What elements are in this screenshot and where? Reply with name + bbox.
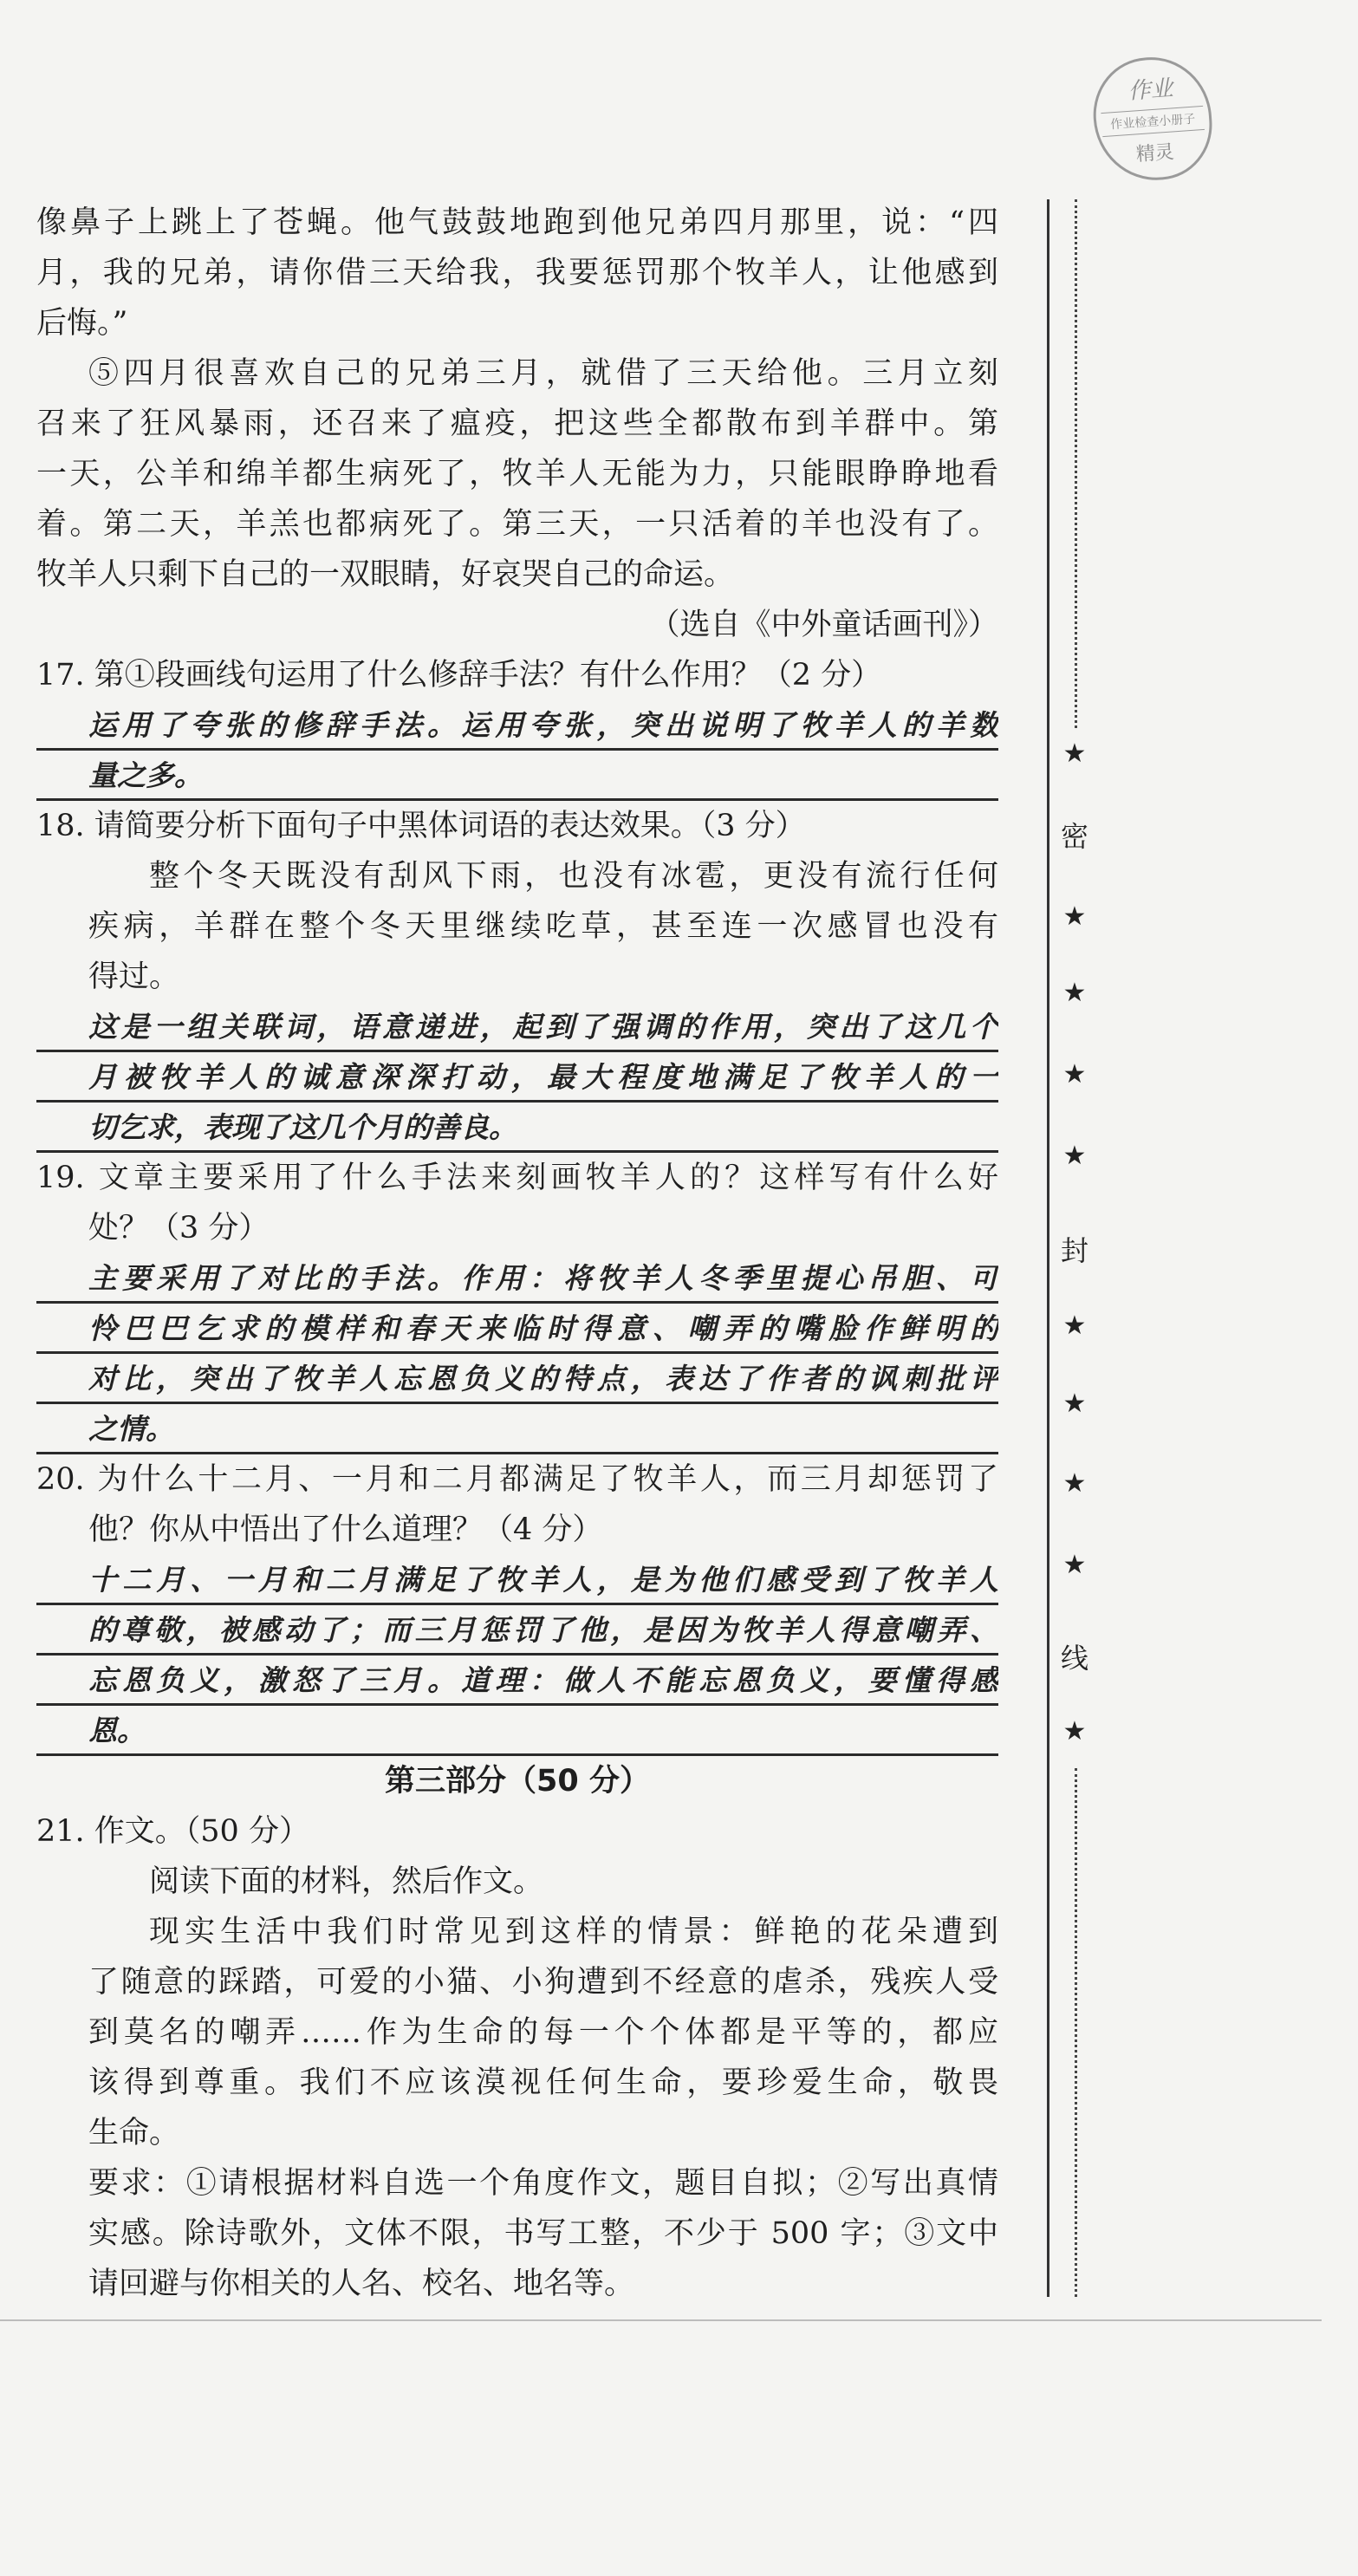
answer-17-line: 量之多。 xyxy=(36,751,998,801)
star-icon: ★ xyxy=(1062,738,1087,769)
answer-20-line: 忘恩负义，激怒了三月。道理：做人不能忘恩负义，要懂得感 xyxy=(36,1656,998,1706)
quote-18-line: 得过。 xyxy=(88,959,180,994)
bottom-rule xyxy=(0,2319,1322,2321)
question-20: 20. 为什么十二月、一月和二月都满足了牧羊人，而三月却惩罚了 xyxy=(36,1462,998,1497)
homework-stamp-logo xyxy=(1089,53,1216,184)
star-icon: ★ xyxy=(1062,1468,1087,1499)
answer-17-line: 运用了夸张的修辞手法。运用夸张，突出说明了牧羊人的羊数 xyxy=(36,700,998,751)
star-icon: ★ xyxy=(1062,1141,1087,1171)
seal-mark-xian: 线 xyxy=(1060,1642,1088,1675)
answer-18-line: 月被牧羊人的诚意深深打动，最大程度地满足了牧羊人的一 xyxy=(36,1052,998,1103)
star-icon: ★ xyxy=(1062,1389,1087,1419)
essay-material-line: 到莫名的嘲弄……作为生命的每一个个体都是平等的，都应 xyxy=(88,2015,998,2050)
story-line: ⑤四月很喜欢自己的兄弟三月，就借了三天给他。三月立刻 xyxy=(88,356,998,391)
essay-requirement-line: 实感。除诗歌外，文体不限，书写工整，不少于 500 字；③文中 xyxy=(88,2216,998,2251)
answer-20-line: 的尊敬，被感动了；而三月惩罚了他，是因为牧羊人得意嘲弄、 xyxy=(36,1605,998,1656)
essay-requirement-line: 请回避与你相关的人名、校名、地名等。 xyxy=(88,2267,635,2301)
essay-material-line: 了随意的踩踏，可爱的小猫、小狗遭到不经意的虐杀，残疾人受 xyxy=(88,1965,998,2000)
star-icon: ★ xyxy=(1062,901,1087,932)
star-icon: ★ xyxy=(1062,1059,1087,1090)
answer-20-line: 十二月、一月和二月满足了牧羊人，是为他们感受到了牧羊人 xyxy=(36,1555,998,1605)
story-line: 月，我的兄弟，请你借三天给我，我要惩罚那个牧羊人，让他感到 xyxy=(36,256,998,290)
answer-19-line: 怜巴巴乞求的模样和春天来临时得意、嘲弄的嘴脸作鲜明的 xyxy=(36,1304,998,1354)
question-21: 21. 作文。（50 分） xyxy=(36,1814,309,1849)
part-three-heading: 第三部分（50 分） xyxy=(385,1764,650,1799)
binding-margin-line xyxy=(1047,199,1049,2297)
question-18: 18. 请简要分析下面句子中黑体词语的表达效果。（3 分） xyxy=(36,809,806,843)
star-icon: ★ xyxy=(1062,1311,1087,1341)
star-icon: ★ xyxy=(1062,1716,1087,1747)
story-line: 召来了狂风暴雨，还召来了瘟疫，把这些全都散布到羊群中。第 xyxy=(36,407,998,441)
star-icon: ★ xyxy=(1062,978,1087,1008)
question-17: 17. 第①段画线句运用了什么修辞手法？有什么作用？（2 分） xyxy=(36,658,882,693)
question-20-cont: 他？你从中悟出了什么道理？（4 分） xyxy=(88,1512,603,1547)
exam-content xyxy=(36,198,998,2309)
story-line: 牧羊人只剩下自己的一双眼睛，好哀哭自己的命运。 xyxy=(36,557,735,592)
binding-dotted-line-bottom xyxy=(1075,1768,1077,2297)
seal-mark-feng: 封 xyxy=(1060,1234,1088,1267)
stamp-bottom-text: 精灵 xyxy=(1134,141,1175,166)
star-icon: ★ xyxy=(1062,1550,1087,1580)
story-line: 后悔。” xyxy=(36,306,128,341)
quote-18-line: 疾病，羊群在整个冬天里继续吃草，甚至连一次感冒也没有 xyxy=(88,909,998,944)
essay-material-line: 生命。 xyxy=(88,2116,180,2150)
answer-20-line: 恩。 xyxy=(36,1706,998,1756)
seal-mark-mi: 密 xyxy=(1060,820,1088,853)
essay-instruction: 阅读下面的材料，然后作文。 xyxy=(149,1864,544,1899)
question-19: 19. 文章主要采用了什么手法来刻画牧羊人的？这样写有什么好 xyxy=(36,1161,998,1195)
essay-material-line: 该得到尊重。我们不应该漠视任何生命，要珍爱生命，敬畏 xyxy=(88,2065,998,2100)
story-line: 像鼻子上跳上了苍蝇。他气鼓鼓地跑到他兄弟四月那里，说：“四 xyxy=(36,205,998,240)
story-line: 一天，公羊和绵羊都生病死了，牧羊人无能为力，只能眼睁睁地看 xyxy=(36,457,998,491)
binding-dotted-line-top xyxy=(1075,199,1077,728)
quote-18-line: 整个冬天既没有刮风下雨，也没有冰雹，更没有流行任何 xyxy=(149,859,998,894)
stamp-top-text: 作业 xyxy=(1127,75,1174,105)
answer-19-line: 主要采用了对比的手法。作用：将牧羊人冬季里提心吊胆、可 xyxy=(36,1253,998,1304)
story-line: 着。第二天，羊羔也都病死了。第三天，一只活着的羊也没有了。 xyxy=(36,507,998,542)
answer-18-line: 切乞求，表现了这几个月的善良。 xyxy=(36,1103,998,1153)
story-source: （选自《中外童话画刊》） xyxy=(649,608,998,642)
stamp-middle-text: 作业检查小册子 xyxy=(1101,106,1205,137)
answer-19-line: 对比，突出了牧羊人忘恩负义的特点，表达了作者的讽刺批评 xyxy=(36,1354,998,1404)
essay-material-line: 现实生活中我们时常见到这样的情景：鲜艳的花朵遭到 xyxy=(149,1915,998,1949)
answer-19-line: 之情。 xyxy=(36,1404,998,1454)
answer-18-line: 这是一组关联词，语意递进，起到了强调的作用，突出了这几个 xyxy=(36,1002,998,1052)
essay-requirement-line: 要求：①请根据材料自选一个角度作文，题目自拟；②写出真情 xyxy=(88,2166,998,2201)
question-19-cont: 处？（3 分） xyxy=(88,1211,270,1246)
